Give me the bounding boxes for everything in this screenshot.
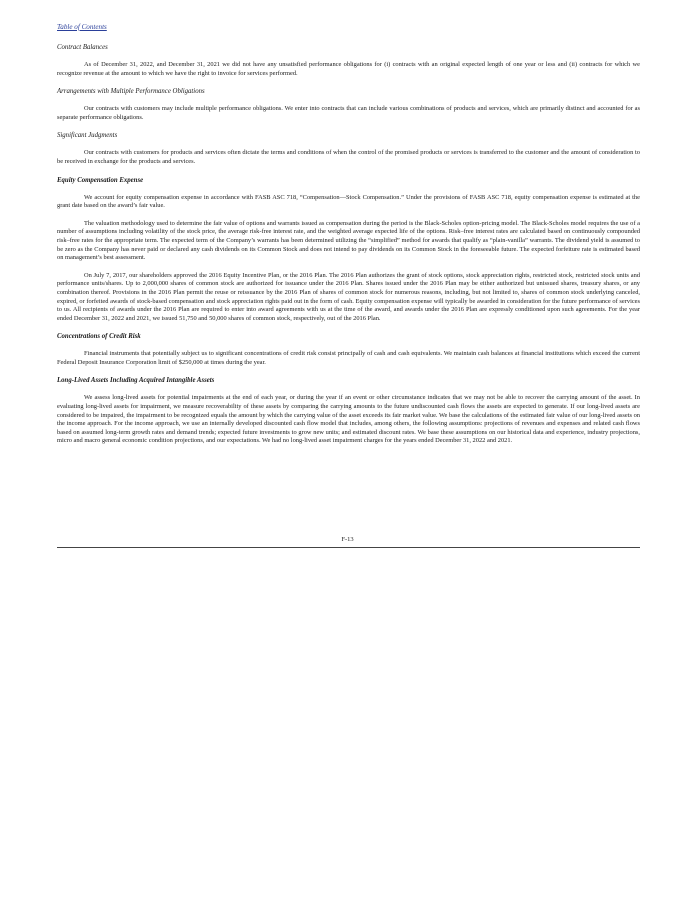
section-contract-balances [57, 43, 640, 78]
paragraph: We assess long-lived assets for potential impairments at the end of each year, or during the year if an event or other circumstance indicates that we may not be able to recover the carrying amount of the asset. In evaluating long-lived assets for impairment, we measure recoverability of these assets by comparing the carrying amounts to the future undiscounted cash flows the assets are expected to generate. If our long-lived assets are considered to be impaired, the impairment to be recognized equals the amount by which the carrying value of the asset exceeds its fair market value. We base the calculations of the estimated fair value of our long-lived assets on the income approach. For the income approach, we use an internally developed discounted cash flow model that includes, among others, the following assumptions: projections of revenues and expenses and related cash flows based on assumed long-term growth rates and demand trends; expected future investments to grow new units; and estimated discount rates. We base these assumptions on our historical data and experience, industry projections, micro and macro general economic condition projections, and our expectations. We had no long-lived asset impairment charges for the years ended December 31, 2022 and 2021. [57, 394, 640, 445]
section-equity-compensation-expense [57, 176, 640, 324]
section-multiple-performance-obligations [57, 87, 640, 122]
paragraph: On July 7, 2017, our shareholders approved the 2016 Equity Incentive Plan, or the 2016 Plan. The 2016 Plan authorizes the grant of stock options, stock appreciation rights, restricted stock, restricted stock units and performance units/shares. Up to 2,000,000 shares of common stock are authorized for issuance under the 2016 Plan. Shares issued under the 2016 Plan may be either authorized but unissued shares, treasury shares, or any combination thereof. Provisions in the 2016 Plan permit the reuse or reissuance by the 2016 Plan of shares of common stock for numerous reasons, including, but not limited to, shares of common stock underlying canceled, expired, or forfeited awards of stock-based compensation and stock appreciation rights paid out in the form of cash. Equity compensation expense will typically be awarded in consideration for the future performance of services to us. All recipients of awards under the 2016 Plan are required to enter into award agreements with us at the time of the award, and awards under the 2016 Plan are expressly conditioned upon such agreements. For the year ended December 31, 2022 and 2021, we issued 51,750 and 50,000 shares of common stock, respectively, out of the 2016 Plan. [57, 271, 640, 322]
table-of-contents-link[interactable]: Table of Contents [57, 23, 107, 31]
paragraph: Financial instruments that potentially subject us to significant concentrations of credit risk consist principally of cash and cash equivalents. We maintain cash balances at financial institutions which exceed the current Federal Deposit Insurance Corporation limit of $250,000 at times during the year. [57, 350, 640, 366]
section-heading: Arrangements with Multiple Performance Obligations [57, 88, 205, 96]
section-long-lived-assets [57, 376, 640, 446]
paragraph: We account for equity compensation expense in accordance with FASB ASC 718, “Compensation—Stock Compensation.” Under the provisions of FASB ASC 718, equity compensation expense is estimated at the grant date based on the award’s fair value. [57, 193, 640, 210]
footer-divider [57, 547, 640, 548]
paragraph: Our contracts with customers for products and services often dictate the terms and conditions of when the control of the promised products or services is transferred to the customer and the amount of consideration to be received in exchange for the products and services. [57, 149, 640, 165]
section-heading: Contract Balances [57, 44, 108, 51]
section-heading: Equity Compensation Expense [57, 176, 144, 184]
section-heading: Long-Lived Assets Including Acquired Intangible Assets [57, 377, 215, 385]
paragraph: Our contracts with customers may include multiple performance obligations. We enter into contracts that can include various combinations of products and services, which are primarily distinct and accounted for as separate performance obligations. [57, 105, 640, 121]
page-number: F-13 [341, 536, 354, 543]
paragraph: The valuation methodology used to determine the fair value of options and warrants issued as compensation during the period is the Black-Scholes option-pricing model. The Black-Scholes model requires the use of a number of assumptions including volatility of the stock price, the average risk-free interest rate, and the weighted average expected life of the options. Risk–free interest rates are calculated based on continuously compounded risk–free rates for the appropriate term. The expected term of the Company’s warrants has been determined utilizing the “simplified” method for awards that qualify as “plain-vanilla” warrants. The dividend yield is assumed to be zero as the Company has never paid or declared any cash dividends on its Common Stock and does not intend to pay dividends on its Common Stock in the foreseeable future. The expected forfeiture rate is estimated based on management’s best assessment. [57, 219, 640, 262]
section-heading: Concentrations of Credit Risk [57, 333, 141, 341]
document-page [57, 22, 640, 455]
section-heading: Significant Judgments [57, 132, 118, 140]
section-concentrations-of-credit-risk [57, 332, 640, 367]
paragraph: As of December 31, 2022, and December 31, 2021 we did not have any unsatisfied performance obligations for (i) contracts with an original expected length of one year or less and (ii) contracts for which we recognize revenue at the amount to which we have the right to invoice for services performed. [57, 61, 640, 77]
section-significant-judgments [57, 131, 640, 166]
